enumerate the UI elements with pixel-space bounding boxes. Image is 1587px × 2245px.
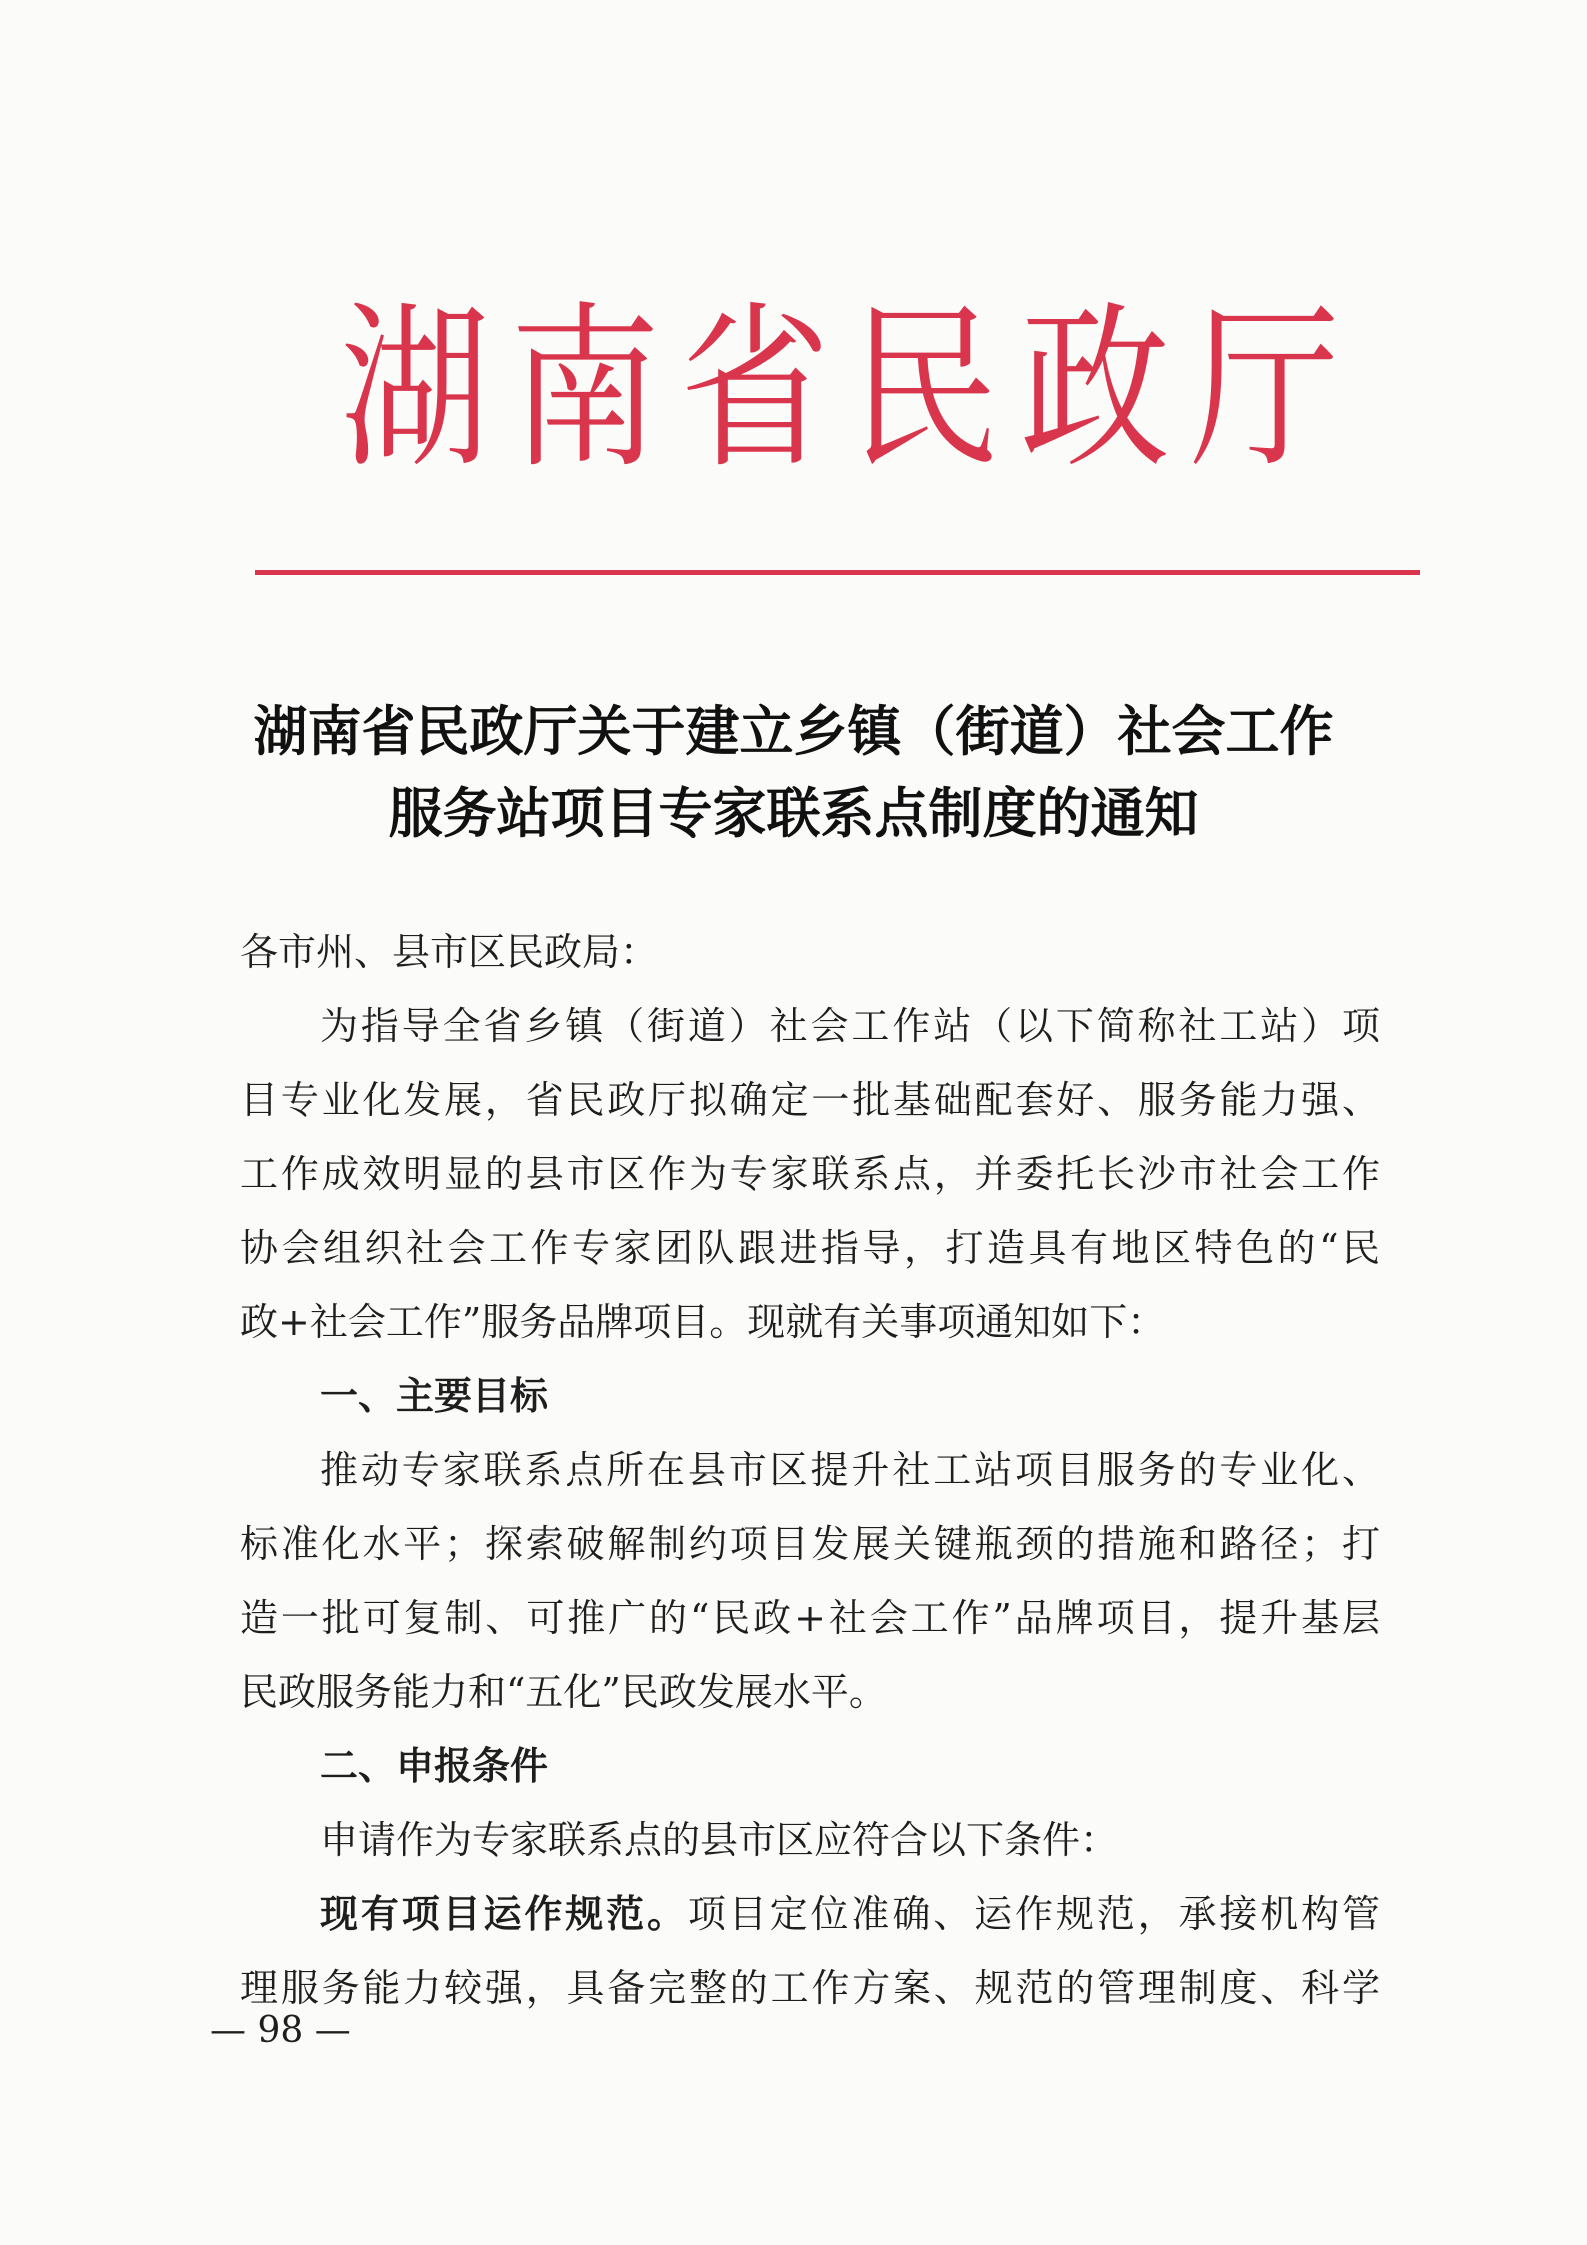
paragraph-line: 政+社会工作”服务品牌项目。现就有关事项通知如下： [240,1300,1166,1344]
page-number: — 98 — [210,2010,351,2051]
header-char: 湖 [340,287,491,493]
paragraph-text: 项目定位准确、运作规范，承接机构管 [687,1892,1380,1936]
paragraph-line: 为指导全省乡镇（街道）社会工作站（以下简称社工站）项 [320,1004,1380,1048]
paragraph-line: 目专业化发展，省民政厅拟确定一批基础配套好、服务能力强、 [240,1078,1380,1122]
red-divider-line [255,570,1420,575]
paragraph-line: 工作成效明显的县市区作为专家联系点，并委托长沙市社会工作 [240,1152,1380,1196]
header-char: 民 [849,287,1000,493]
salutation: 各市州、县市区民政局： [240,930,659,974]
header-char: 厅 [1189,287,1340,493]
issuing-authority-header [340,287,1340,493]
document-title-line: 湖南省民政厅关于建立乡镇（街道）社会工作 [253,699,1334,763]
document-body [240,915,1380,2025]
paragraph-line: 理服务能力较强，具备完整的工作方案、规范的管理制度、科学 [240,1966,1380,2010]
document-title [200,690,1387,854]
paragraph-line: 民政服务能力和“五化”民政发展水平。 [240,1670,887,1714]
paragraph-line: 推动专家联系点所在县市区提升社工站项目服务的专业化、 [320,1448,1380,1492]
paragraph-line: 协会组织社会工作专家团队跟进指导，打造具有地区特色的“民 [240,1226,1380,1270]
header-char: 省 [679,287,830,493]
paragraph-line: 申请作为专家联系点的县市区应符合以下条件： [320,1818,1119,1862]
paragraph-line: 造一批可复制、可推广的“民政+社会工作”品牌项目，提升基层 [240,1596,1380,1640]
header-char: 南 [509,287,660,493]
bold-lead-phrase: 现有项目运作规范。 [320,1891,688,1936]
document-title-line: 服务站项目专家联系点制度的通知 [388,781,1199,845]
section-heading: 一、主要目标 [320,1374,549,1418]
section-heading: 二、申报条件 [320,1744,549,1788]
paragraph-line [240,1877,1380,1951]
paragraph-line: 标准化水平；探索破解制约项目发展关键瓶颈的措施和路径；打 [240,1522,1380,1566]
header-char: 政 [1019,287,1170,493]
